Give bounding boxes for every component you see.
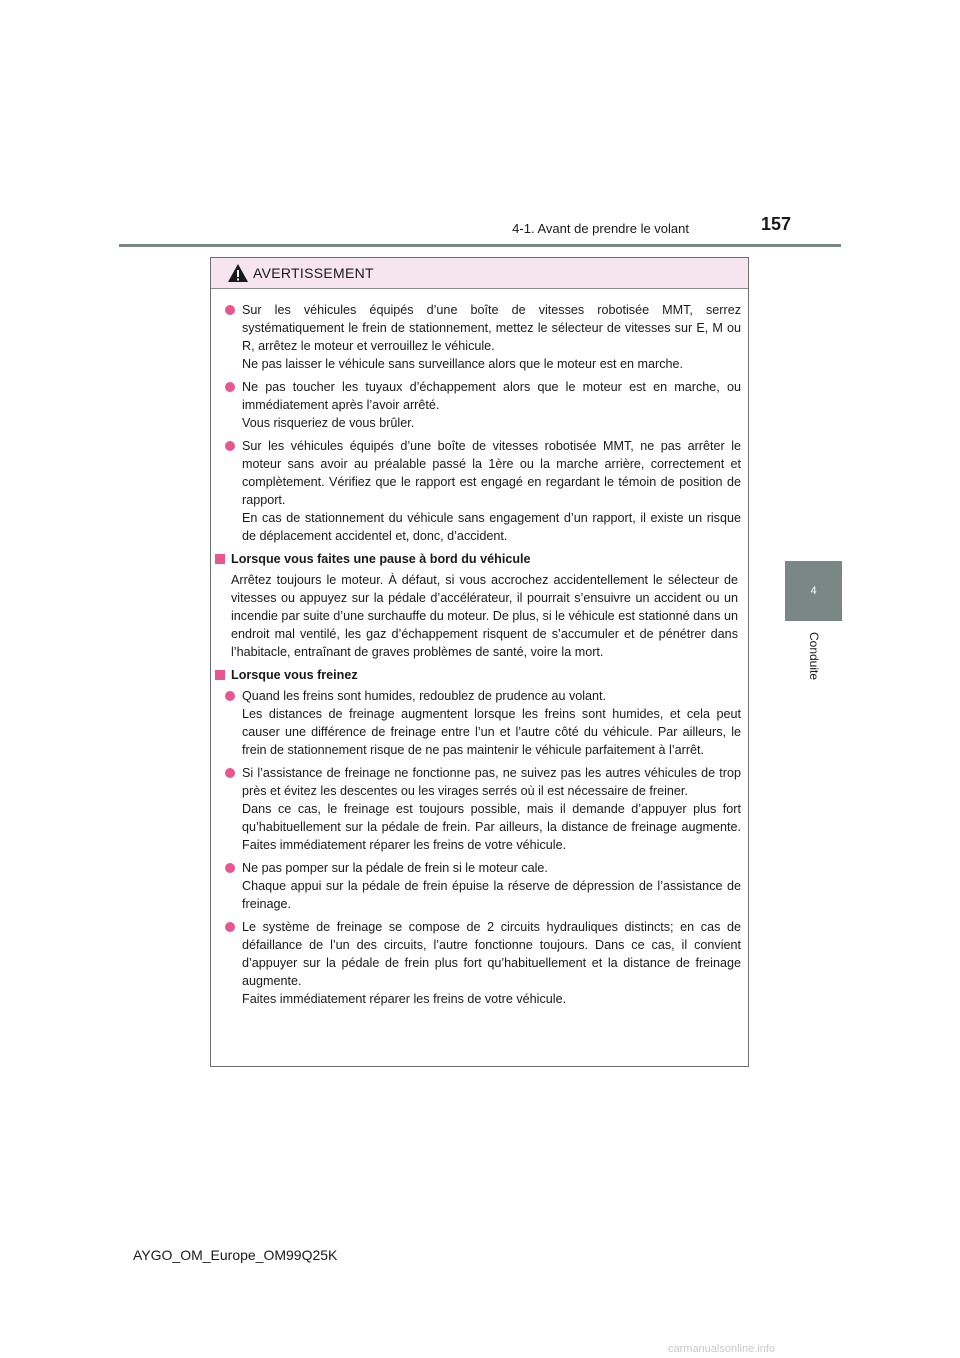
bullet-dot-icon: [225, 863, 235, 873]
page-number: 157: [760, 214, 791, 234]
warning-header: [211, 258, 748, 289]
bullet-text: Ne pas toucher les tuyaux d’échappement alors que le moteur est en marche, ou immédiatement après l’avoir arrêté.: [242, 380, 741, 412]
bullet-text: Faites immédiatement réparer les freins de votre véhicule.: [242, 992, 567, 1006]
bullet-dot-icon: [225, 691, 235, 701]
document-code: AYGO_OM_Europe_OM99Q25K: [133, 1247, 338, 1263]
square-bullet-icon: [215, 554, 225, 564]
header-rule: [119, 244, 841, 247]
warning-box: [210, 257, 749, 1067]
bullet-dot-icon: [225, 382, 235, 392]
bullet-text: En cas de stationnement du véhicule sans engagement d’un rapport, il existe un risque de déplacement accidentel et, donc, d’accident.: [242, 511, 741, 543]
bullet-text: Quand les freins sont humides, redoublez de prudence au volant.: [242, 689, 607, 703]
bullet-text: Vous risqueriez de vous brûler.: [242, 416, 415, 430]
bullet-text: Si l’assistance de freinage ne fonctionne pas, ne suivez pas les autres véhicules de trop près et évitez les descentes ou les virages serrés où il est nécessaire de freiner.: [242, 766, 741, 798]
subsection-text: Arrêtez toujours le moteur. À défaut, si vous accrochez accidentellement le sélecteur de vitesses ou appuyez sur la pédale d’accélérateur, il pourrait s’ensuivre un accident ou un incendie par suite d’une surchauffe du moteur. De plus, si le véhicule est stationné dans un endroit mal ventilé, les gaz d’échappement risquent de s’accumuler et de pénétrer dans l’habitacle, entraînant de graves problèmes de santé, voire la mort.: [231, 573, 738, 659]
bullet-text: Le système de freinage se compose de 2 circuits hydrauliques distincts; en cas de défaillance de l’un des circuits, l’autre fonctionne toujours. Dans ce cas, il convient d’appuyer sur la pédale de frein plus fort qu’habituellement et la distance de freinage augmente.: [242, 920, 741, 988]
warning-bullet: [211, 437, 748, 545]
bullet-dot-icon: [225, 768, 235, 778]
bullet-text: Dans ce cas, le freinage est toujours possible, mais il demande d’appuyer plus fort qu’habituellement sur la pédale de frein. Par ailleurs, la distance de freinage augmente. Faites immédiatement réparer les freins de votre véhicule.: [242, 802, 741, 852]
subsection-heading-text: Lorsque vous faites une pause à bord du véhicule: [231, 552, 531, 566]
brake-bullet: [211, 687, 748, 759]
warning-bullet: [211, 301, 748, 373]
brake-bullet: [211, 859, 748, 913]
section-title: 4-1. Avant de prendre le volant: [512, 221, 689, 236]
warning-triangle-icon: [227, 263, 249, 283]
chapter-tab-label: [785, 621, 842, 701]
subsection-heading-text: Lorsque vous freinez: [231, 668, 358, 682]
square-bullet-icon: [215, 670, 225, 680]
bullet-dot-icon: [225, 305, 235, 315]
warning-bullet: [211, 378, 748, 432]
subsection-heading-brake: [211, 666, 748, 684]
warning-title: AVERTISSEMENT: [253, 265, 374, 281]
chapter-tab-number[interactable]: 4: [785, 561, 842, 621]
subsection-heading-pause: [211, 550, 748, 568]
chapter-tab-text: Conduite: [806, 631, 821, 681]
bullet-text: Ne pas pomper sur la pédale de frein si le moteur cale.: [242, 861, 548, 875]
bullet-text: Les distances de freinage augmentent lorsque les freins sont humides, et cela peut causer une différence de freinage entre l’un et l’autre côté du véhicule. Par ailleurs, le frein de stationnement risque de ne pas maintenir le véhicule parfaitement à l’arrêt.: [242, 707, 741, 757]
bullet-text: Sur les véhicules équipés d’une boîte de vitesses robotisée MMT, ne pas arrêter le moteur sans avoir au préalable passé la 1ère ou la marche arrière, correctement et complètement. Vérifiez que le rapport est engagé en regardant le témoin de position de rapport.: [242, 439, 741, 507]
bullet-dot-icon: [225, 922, 235, 932]
bullet-dot-icon: [225, 441, 235, 451]
bullet-text: Sur les véhicules équipés d’une boîte de vitesses robotisée MMT, serrez systématiquement le frein de stationnement, mettez le sélecteur de vitesses sur E, M ou R, arrêtez le moteur et verrouillez le véhicule.: [242, 303, 741, 353]
bullet-text: Chaque appui sur la pédale de frein épuise la réserve de dépression de l’assistance de freinage.: [242, 879, 741, 911]
brake-bullet: [211, 764, 748, 854]
watermark: carmanualsonline.info: [668, 1343, 776, 1355]
bullet-text: Ne pas laisser le véhicule sans surveillance alors que le moteur est en marche.: [242, 357, 683, 371]
warning-body: [211, 301, 748, 1013]
brake-bullet: [211, 918, 748, 1008]
